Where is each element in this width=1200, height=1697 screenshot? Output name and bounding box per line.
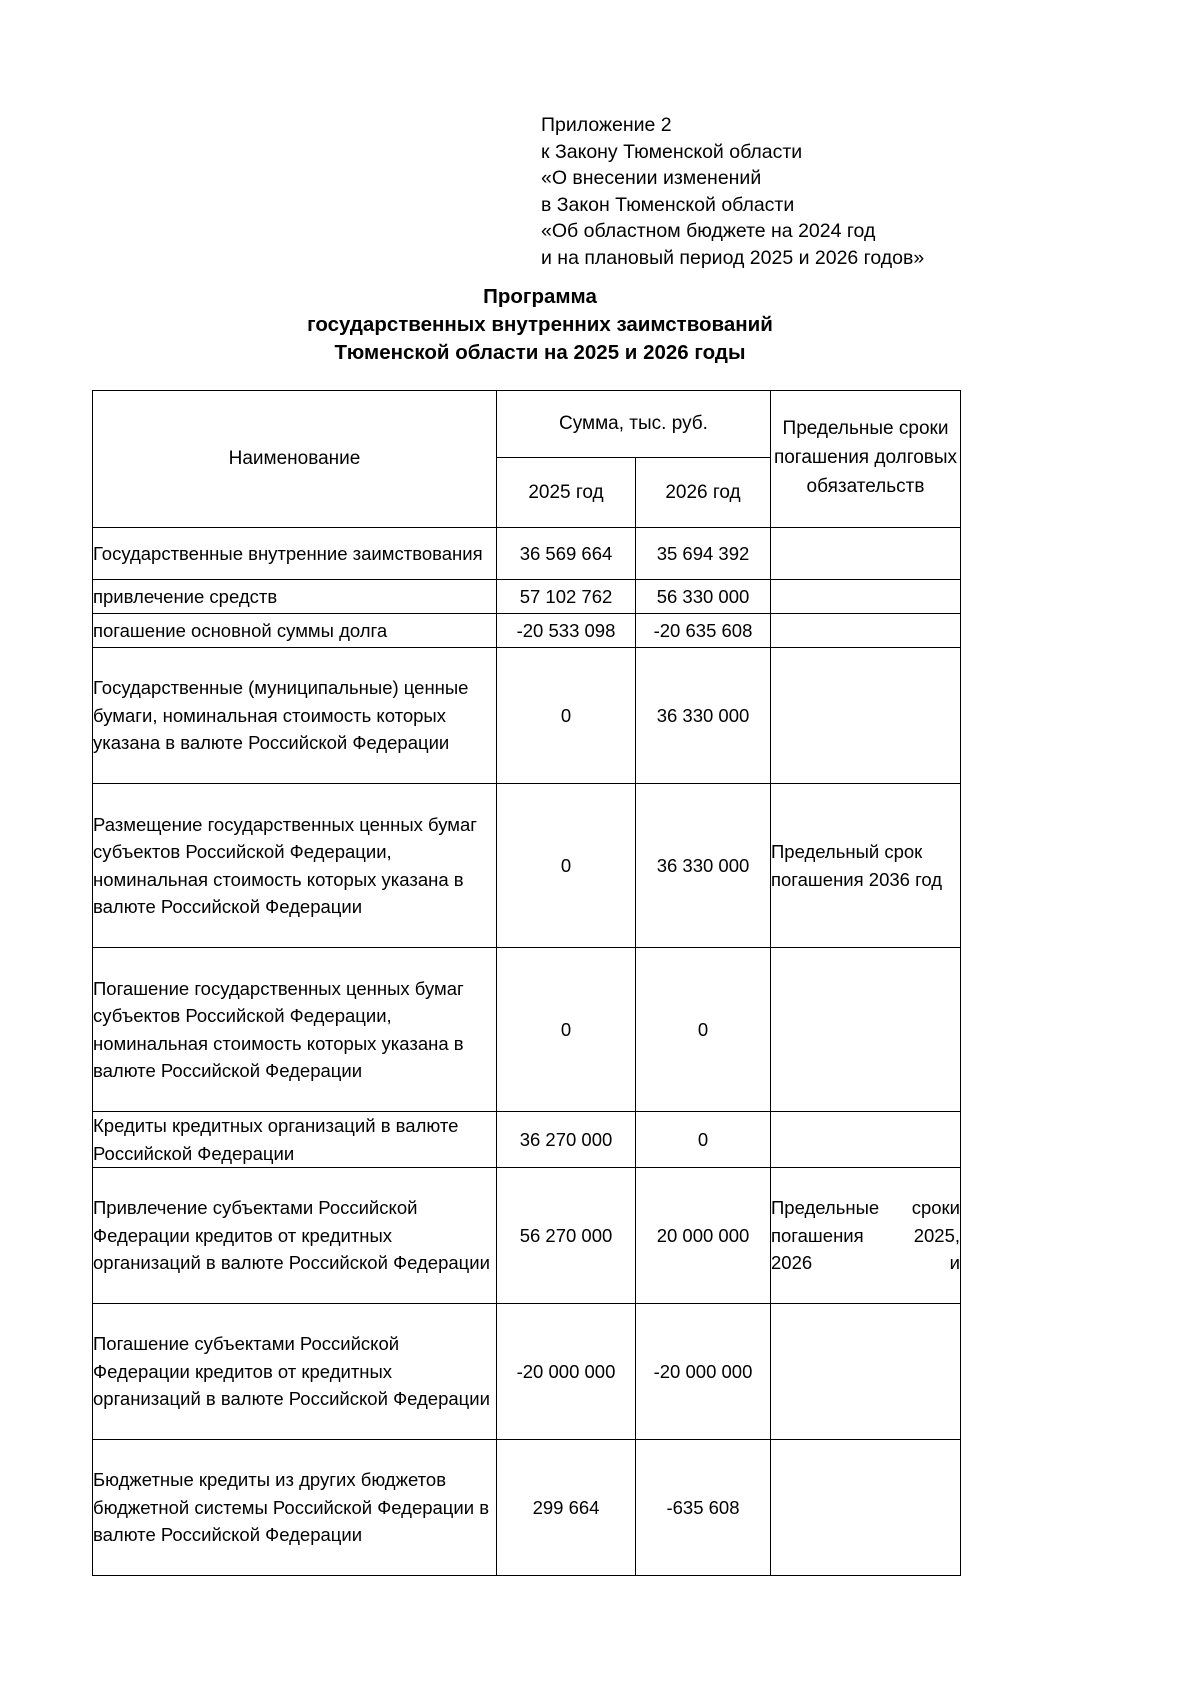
row-value-2025: 57 102 762	[497, 580, 636, 614]
row-value-2026: -20 635 608	[636, 614, 771, 648]
row-terms	[771, 528, 961, 580]
row-terms	[771, 948, 961, 1112]
row-value-2025: -20 000 000	[497, 1304, 636, 1440]
appendix-reference-block	[541, 112, 1001, 271]
row-name: Бюджетные кредиты из других бюджетов бюджетной системы Российской Федерации в валюте Российской Федерации	[93, 1440, 497, 1576]
row-terms	[771, 648, 961, 784]
table-row	[93, 528, 961, 580]
table-row	[93, 580, 961, 614]
row-terms	[771, 1304, 961, 1440]
table-row	[93, 648, 961, 784]
row-name: Погашение государственных ценных бумаг субъектов Российской Федерации, номинальная стоимость которых указана в валюте Российской Федерации	[93, 948, 497, 1112]
row-name: Погашение субъектами Российской Федерации кредитов от кредитных организаций в валюте Российской Федерации	[93, 1304, 497, 1440]
appendix-ref-line-1: Приложение 2	[541, 114, 672, 136]
appendix-ref-line-2: к Закону Тюменской области	[541, 140, 803, 163]
row-value-2025: 299 664	[497, 1440, 636, 1576]
row-name: Государственные внутренние заимствования	[93, 528, 497, 580]
column-header-terms-text: Предельные сроки погашения долговых обязательств	[773, 417, 958, 497]
appendix-ref-line-6: и на плановый период 2025 и 2026 годов»	[541, 246, 925, 269]
table-row	[93, 1112, 961, 1168]
appendix-ref-line-5: «Об областном бюджете на 2024 год	[541, 220, 876, 242]
row-name: Размещение государственных ценных бумаг субъектов Российской Федерации, номинальная стоимость которых указана в валюте Российской Федерации	[93, 784, 497, 948]
table-header	[93, 391, 961, 528]
table-row	[93, 614, 961, 648]
table-header-row-1	[93, 391, 961, 458]
column-header-sum: Сумма, тыс. руб.	[497, 391, 771, 458]
page-title-line-3: Тюменской области на 2025 и 2026 годы	[334, 341, 746, 364]
row-name: погашение основной суммы долга	[93, 614, 497, 648]
row-terms	[771, 580, 961, 614]
row-value-2026: 56 330 000	[636, 580, 771, 614]
row-value-2025: 0	[497, 784, 636, 948]
row-terms: Предельный срок погашения 2036 год	[771, 784, 961, 948]
column-header-name: Наименование	[93, 391, 497, 528]
row-name: Кредиты кредитных организаций в валюте Российской Федерации	[93, 1112, 497, 1168]
page-title	[0, 283, 1080, 367]
row-value-2025: -20 533 098	[497, 614, 636, 648]
table-row	[93, 784, 961, 948]
appendix-ref-line-4: в Закон Тюменской области	[541, 193, 795, 216]
appendix-ref-line-3: «О внесении изменений	[541, 167, 762, 189]
column-header-year-2026: 2026 год	[636, 458, 771, 528]
column-header-terms	[771, 391, 961, 528]
row-value-2026: 36 330 000	[636, 784, 771, 948]
row-value-2026: 0	[636, 1112, 771, 1168]
row-value-2026: 35 694 392	[636, 528, 771, 580]
row-value-2025: 0	[497, 948, 636, 1112]
row-value-2026: 20 000 000	[636, 1168, 771, 1304]
row-value-2026: -635 608	[636, 1440, 771, 1576]
row-terms	[771, 1440, 961, 1576]
row-value-2025: 0	[497, 648, 636, 784]
row-value-2025: 56 270 000	[497, 1168, 636, 1304]
row-value-2026: 0	[636, 948, 771, 1112]
page-title-line-1: Программа	[483, 285, 597, 308]
row-value-2025: 36 569 664	[497, 528, 636, 580]
program-table	[92, 390, 961, 1576]
table-row	[93, 1440, 961, 1576]
column-header-year-2025: 2025 год	[497, 458, 636, 528]
row-value-2026: -20 000 000	[636, 1304, 771, 1440]
row-terms	[771, 1112, 961, 1168]
table-body	[93, 528, 961, 1576]
row-name: привлечение средств	[93, 580, 497, 614]
page-title-line-2: государственных внутренних заимствований	[307, 313, 773, 336]
row-value-2025: 36 270 000	[497, 1112, 636, 1168]
row-terms: Предельные сроки погашения 2025, 2026 и	[771, 1168, 961, 1304]
table-row	[93, 948, 961, 1112]
row-value-2026: 36 330 000	[636, 648, 771, 784]
row-terms	[771, 614, 961, 648]
row-name: Государственные (муниципальные) ценные бумаги, номинальная стоимость которых указана в валюте Российской Федерации	[93, 648, 497, 784]
table-row	[93, 1168, 961, 1304]
row-name: Привлечение субъектами Российской Федерации кредитов от кредитных организаций в валюте Российской Федерации	[93, 1168, 497, 1304]
table-row	[93, 1304, 961, 1440]
program-table-container	[92, 390, 960, 1576]
